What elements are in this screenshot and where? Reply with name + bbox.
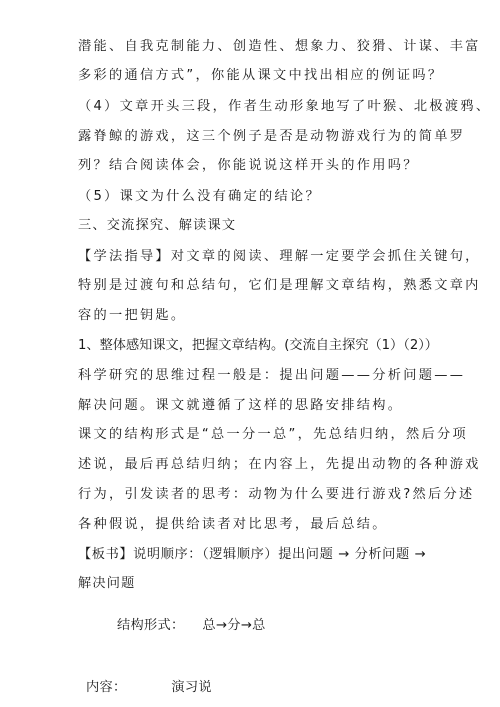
text-line: 容的一把钥匙。 <box>78 308 187 323</box>
text-line: 课文的结构形式是“总一分一总”，先总结归纳，然后分项 <box>78 427 468 442</box>
text-line: 行为，引发读者的思考：动物为什么要进行游戏?然后分述 <box>78 487 475 502</box>
text-line: 内容： 演习说 <box>86 680 212 695</box>
text-line: 结构形式： 总→分→总 <box>117 618 266 633</box>
text-line: 列？结合阅读体会，你能说说这样开头的作用吗？ <box>78 158 419 173</box>
text-line: （4）文章开头三段，作者生动形象地写了叶猴、北极渡鸦、 <box>78 99 492 114</box>
text-line: 【学法指导】对文章的阅读、理解一定要学会抓住关键句， <box>78 249 481 264</box>
text-line: 特别是过渡句和总结句，它们是理解文章结构，熟悉文章内 <box>78 278 481 293</box>
text-line: 1、整体感知课文，把握文章结构。(交流自主探究（1）（2）） <box>78 338 438 353</box>
text-line: 露脊鲸的游戏，这三个例子是否是动物游戏行为的简单罗 <box>78 129 466 144</box>
text-line: 多彩的通信方式”，你能从课文中找出相应的例证吗？ <box>78 68 444 83</box>
text-line: 解决问题 <box>78 576 136 591</box>
text-line: 潜能、自我克制能力、创造性、想象力、狡猾、计谋、丰富 <box>78 39 481 54</box>
section-heading: 三、交流探究、解读课文 <box>78 218 237 233</box>
text-line: （5）课文为什么没有确定的结论？ <box>78 189 322 204</box>
text-line: 科学研究的思维过程一般是：提出问题——分析问题—— <box>78 368 466 383</box>
text-line: 述说，最后再总结归纳；在内容上，先提出动物的各种游戏 <box>78 457 481 472</box>
text-line: 解决问题。课文就遵循了这样的思路安排结构。 <box>78 398 404 413</box>
text-line: 【板书】说明顺序：（逻辑顺序）提出问题 → 分析问题 → <box>78 547 427 562</box>
text-line: 各种假说，提供给读者对比思考，最后总结。 <box>78 517 388 532</box>
